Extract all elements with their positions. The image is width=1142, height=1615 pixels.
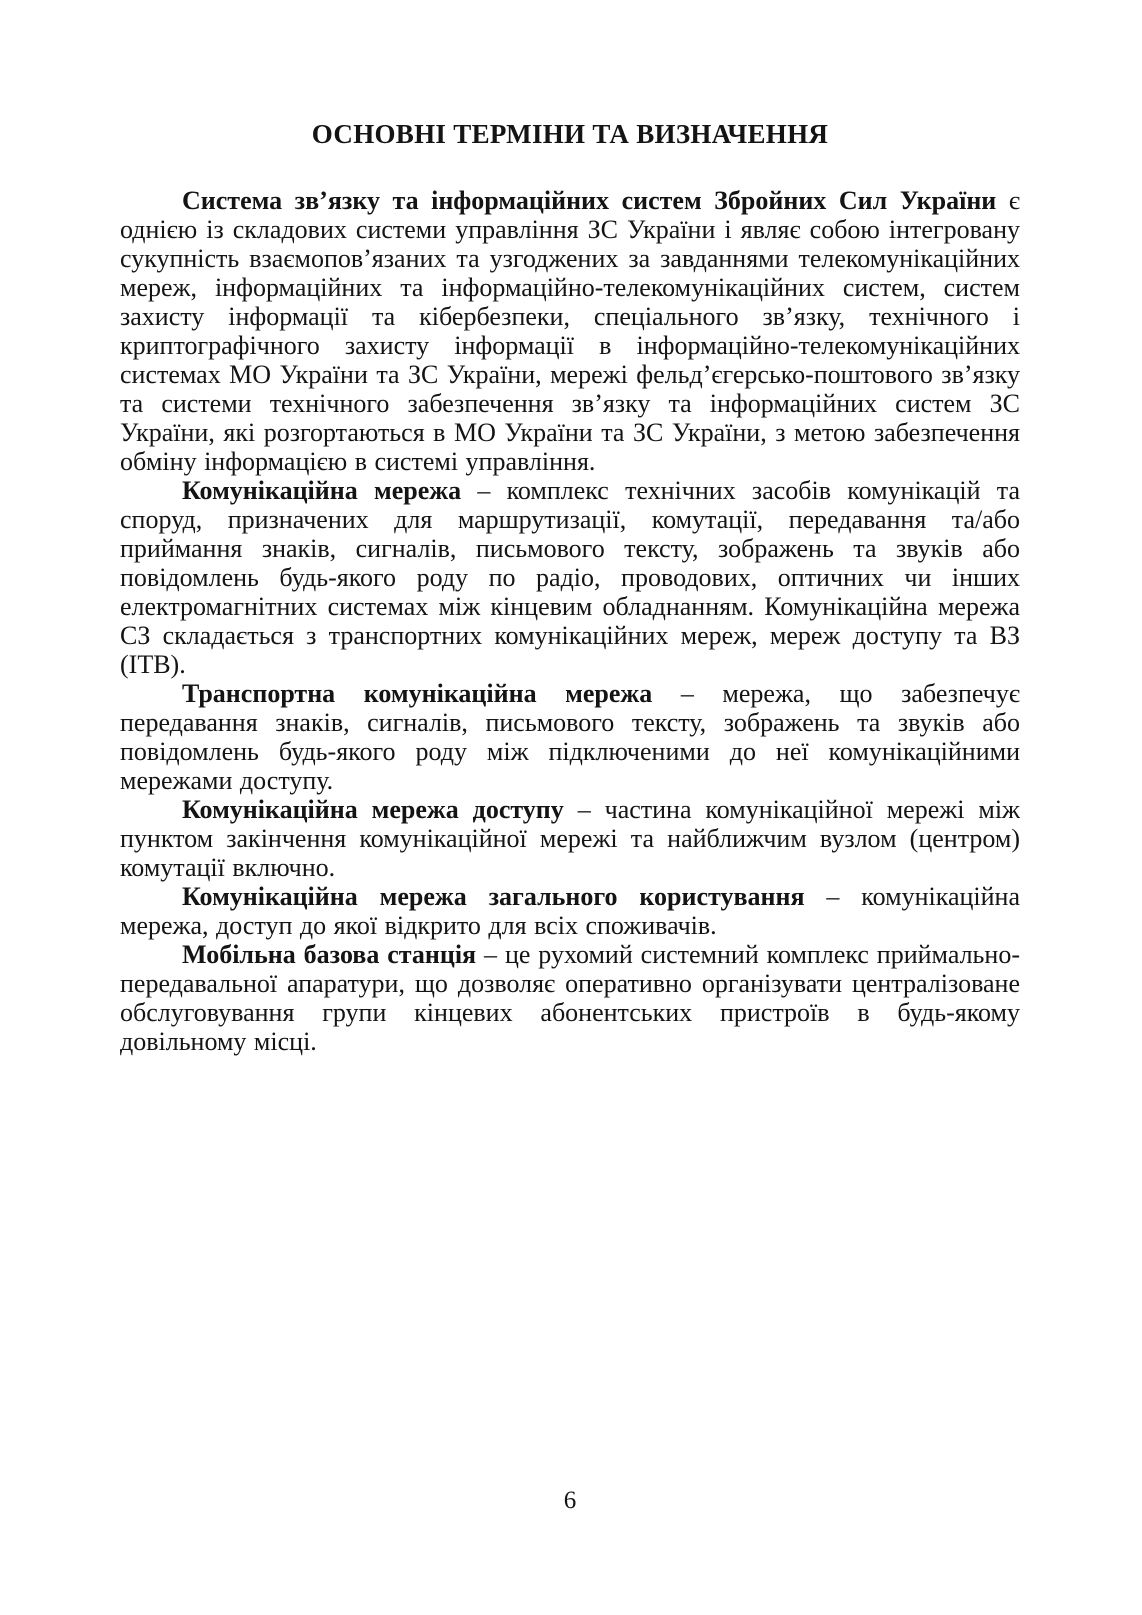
document-body [120, 186, 1020, 1056]
definition-text: – мережа, що забезпечує передавання знаків, сигналів, письмового тексту, зображень та звуків або повідомлень будь-якого роду між підключеними до неї комунікаційними мережами доступу. [120, 679, 1020, 795]
term-bold: Комунікаційна мережа доступу [182, 795, 564, 824]
definition-paragraph [120, 882, 1020, 940]
term-bold: Система зв’язку та інформаційних систем Збройних Сил України [182, 186, 997, 215]
term-bold: Мобільна базова станція [182, 940, 477, 969]
definition-paragraph [120, 679, 1020, 795]
definition-paragraph [120, 795, 1020, 882]
definition-paragraph [120, 186, 1020, 476]
definition-text: – комплекс технічних засобів комунікацій та споруд, призначених для маршрутизації, комутації, передавання та/або приймання знаків, сигналів, письмового тексту, зображень та звуків або повідомлень будь-якого роду по радіо, проводових, оптичних чи інших електромагнітних системах між кінцевим обладнанням. Комунікаційна мережа СЗ складається з транспортних комунікаційних мереж, мереж доступу та ВЗ (ІТВ). [120, 476, 1020, 679]
definition-paragraph [120, 476, 1020, 679]
term-bold: Комунікаційна мережа [182, 476, 462, 505]
definition-paragraph [120, 940, 1020, 1056]
definition-text: є однією із складових системи управління ЗС України і являє собою інтегровану сукупність взаємопов’язаних та узгоджених за завданнями телекомунікаційних мереж, інформаційних та інформаційно-телекомунікаційних систем, систем захисту інформації та кібербезпеки, спеціального зв’язку, технічного і криптографічного захисту інформації в інформаційно-телекомунікаційних системах МО України та ЗС України, мережі фельд’єгерсько-поштового зв’язку та системи технічного забезпечення зв’язку та інформаційних систем ЗС України, які розгортаються в МО України та ЗС України, з метою забезпечення обміну інформацією в системі управління. [120, 186, 1020, 476]
definition-text: – частина комунікаційної мережі між пунктом закінчення комунікаційної мережі та найближчим вузлом (центром) комутації включно. [120, 795, 1021, 882]
term-bold: Комунікаційна мережа загального користування [182, 882, 805, 911]
definition-text: – комунікаційна мережа, доступ до якої відкрито для всіх споживачів. [120, 882, 1020, 940]
page-title: ОСНОВНІ ТЕРМІНИ ТА ВИЗНАЧЕННЯ [311, 119, 829, 149]
definition-text: – це рухомий системний комплекс приймально-передавальної апаратури, що дозволяє оперативно організувати централізоване обслуговування групи кінцевих абонентських пристроїв в будь-якому довільному місці. [120, 940, 1020, 1056]
page-number: 6 [563, 1487, 577, 1514]
term-bold: Транспортна комунікаційна мережа [182, 679, 653, 708]
